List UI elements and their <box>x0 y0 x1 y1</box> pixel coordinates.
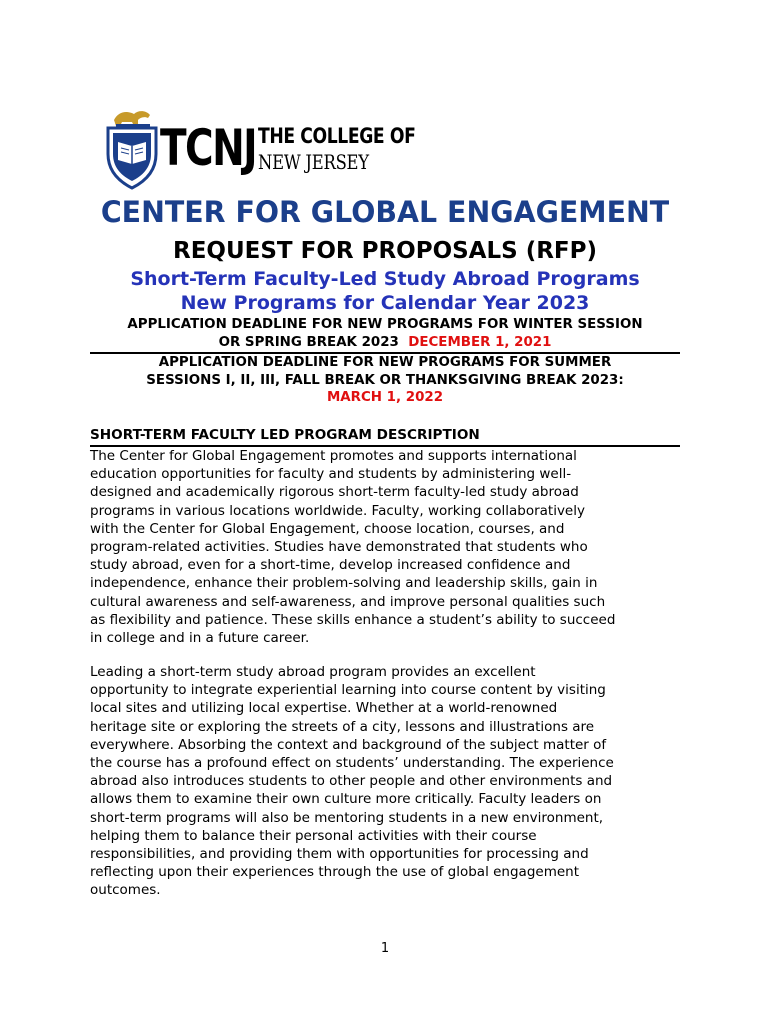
paragraph-2-line: heritage site or exploring the streets of a city, lessons and illustrations are <box>90 718 595 735</box>
paragraph-1-line: independence, enhance their problem-solving and leadership skills, gain in <box>90 575 598 592</box>
paragraph-1-line: study abroad, even for a short-time, develop increased confidence and <box>90 557 571 574</box>
subtitle-2: New Programs for Calendar Year 2023 <box>180 292 590 314</box>
section-heading: SHORT-TERM FACULTY LED PROGRAM DESCRIPTION <box>90 427 480 443</box>
paragraph-1-line: The Center for Global Engagement promotes and supports international <box>90 448 577 464</box>
summer-deadline-line-1: APPLICATION DEADLINE FOR NEW PROGRAMS FOR SUMMER <box>158 355 612 370</box>
paragraph-2-line: outcomes. <box>90 882 161 899</box>
paragraph-2-line: reflecting upon their experiences through the use of global engagement <box>90 864 579 881</box>
subtitle-1: Short-Term Faculty-Led Study Abroad Programs <box>130 268 640 290</box>
rfp-title: REQUEST FOR PROPOSALS (RFP) <box>172 238 598 264</box>
paragraph-1-line: with the Center for Global Engagement, choose location, courses, and <box>90 520 565 537</box>
logo-line-2: NEW JERSEY <box>258 150 369 174</box>
paragraph-2-line: local sites and utilizing local expertise. Whether at a world-renowned <box>90 700 558 717</box>
paragraph-2-line: the course has a profound effect on students’ understanding. The experience <box>90 755 614 772</box>
summer-deadline-date: MARCH 1, 2022 <box>326 390 444 405</box>
paragraph-2 <box>90 663 690 900</box>
paragraph-2-line: allows them to examine their own culture more critically. Faculty leaders on <box>90 791 602 808</box>
paragraph-2-line: abroad also introduces students to other people and other environments and <box>90 773 613 790</box>
winter-deadline <box>90 316 680 351</box>
paragraph-2-line: responsibilities, and providing them with opportunities for processing and <box>90 846 589 863</box>
winter-deadline-text: OR SPRING BREAK 2023 <box>218 334 399 350</box>
paragraph-1-line: programs in various locations worldwide. Faculty, working collaboratively <box>90 502 585 519</box>
lion-crest-icon <box>104 106 160 190</box>
paragraph-1-line: education opportunities for faculty and students by administering well- <box>90 466 572 483</box>
paragraph-2-line: opportunity to integrate experiential learning into course content by visiting <box>90 682 606 699</box>
center-title: CENTER FOR GLOBAL ENGAGEMENT <box>100 195 670 229</box>
logo-abbr: TCNJ <box>160 119 257 177</box>
paragraph-1 <box>90 447 690 647</box>
paragraph-2-line: everywhere. Absorbing the context and background of the subject matter of <box>90 736 607 753</box>
page-number: 1 <box>380 941 390 956</box>
paragraph-1-line: designed and academically rigorous short-term faculty-led study abroad <box>90 484 579 501</box>
paragraph-1-line: as flexibility and patience. These skills enhance a student’s ability to succeed <box>90 611 616 628</box>
summer-deadline <box>90 354 680 407</box>
logo-line-1: THE COLLEGE OF <box>258 124 416 148</box>
tcnj-logo <box>104 106 416 190</box>
paragraph-1-line: in college and in a future career. <box>90 630 310 647</box>
paragraph-1-line: program-related activities. Studies have demonstrated that students who <box>90 539 588 556</box>
paragraph-2-line: helping them to balance their personal activities with their course <box>90 827 537 844</box>
summer-deadline-line-2: SESSIONS I, II, III, FALL BREAK OR THANKSGIVING BREAK 2023: <box>146 372 624 388</box>
paragraph-2-line: Leading a short-term study abroad program provides an excellent <box>90 664 536 680</box>
paragraph-1-line: cultural awareness and self-awareness, and improve personal qualities such <box>90 593 606 610</box>
winter-deadline-line-2 <box>90 334 680 352</box>
winter-deadline-line-1: APPLICATION DEADLINE FOR NEW PROGRAMS FOR WINTER SESSION <box>127 317 643 332</box>
winter-deadline-date: DECEMBER 1, 2021 <box>408 334 552 350</box>
paragraph-2-line: short-term programs will also be mentoring students in a new environment, <box>90 809 604 826</box>
